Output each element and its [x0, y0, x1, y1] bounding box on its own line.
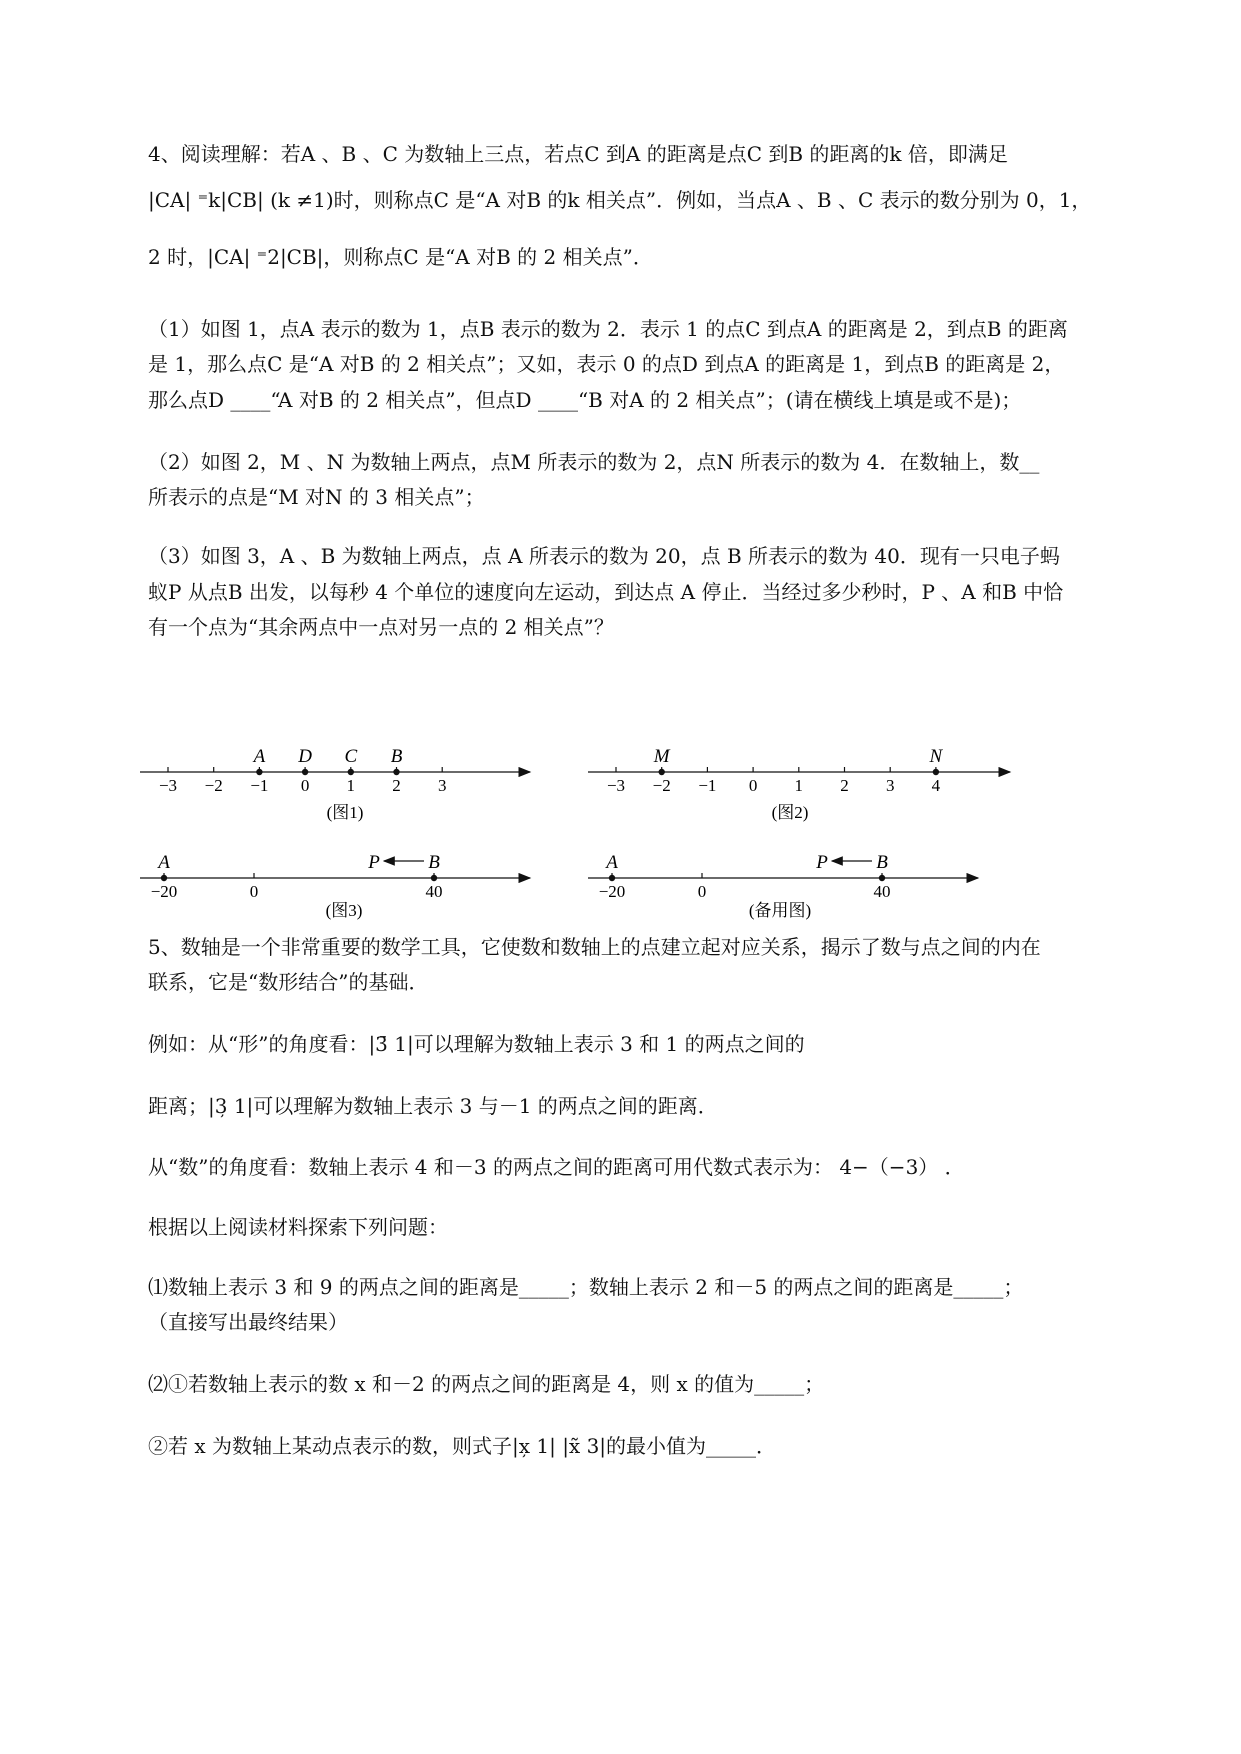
fig1-point-label-B: B: [390, 746, 403, 767]
fig1-point-label-D: D: [298, 746, 312, 767]
fig4-point-label-A: A: [606, 852, 618, 873]
fig3-point-A: [161, 875, 167, 881]
q4-part1-line-1: （1）如图 1，点A 表示的数为 1，点B 表示的数为 2．表示 1 的点C 到点A 的距离是 2，到点B 的距离: [148, 317, 1068, 341]
q4-line-1: 4、阅读理解：若A 、B 、C 为数轴上三点，若点C 到A 的距离是点C 到B 的距离的k 倍，即满足: [148, 142, 1008, 166]
fig2-tick-label-7: 4: [931, 776, 941, 795]
fig1-tick-label-6: 3: [437, 776, 447, 795]
fig4-point-label-B: B: [876, 852, 888, 873]
fig2-tick-label-1: −2: [652, 776, 671, 795]
fig2-point-label-M: M: [653, 746, 670, 767]
fig1-point-D: [302, 769, 308, 775]
fig2-point-label-N: N: [929, 746, 943, 767]
fig3-point-B: [431, 875, 437, 881]
figure-backup: [588, 852, 978, 920]
q5-line-9: ⑵①若数轴上表示的数 x 和－2 的两点之间的距离是 4，则 x 的值为_____；: [148, 1372, 825, 1396]
q4-part2-line-1: （2）如图 2，M 、N 为数轴上两点，点M 所表示的数为 2，点N 所表示的数为 4．在数轴上，数__: [148, 450, 1040, 474]
fig4-p-label: P: [816, 852, 828, 873]
fig1-point-B: [393, 769, 399, 775]
fig2-tick-label-0: −3: [606, 776, 626, 795]
fig4-tick-label-2: 40: [873, 882, 891, 901]
fig2-caption: (图2): [771, 803, 809, 822]
fig1-tick-label-3: 0: [300, 776, 310, 795]
fig3-point-label-A: A: [158, 852, 170, 873]
figure-2: [588, 746, 1010, 822]
q5-line-8: （直接写出最终结果）: [148, 1310, 348, 1334]
q4-part2-line-2: 所表示的点是“M 对N 的 3 相关点”；: [148, 485, 485, 509]
fig1-tick-label-1: −2: [204, 776, 223, 795]
fig1-tick-label-4: 1: [346, 776, 356, 795]
fig4-tick-label-1: 0: [697, 882, 707, 901]
fig2-tick-label-6: 3: [885, 776, 895, 795]
fig3-tick-label-0: −20: [150, 882, 178, 901]
fig2-tick-label-3: 0: [748, 776, 758, 795]
q5-line-1: 5、数轴是一个非常重要的数学工具，它使数和数轴上的点建立起对应关系，揭示了数与点之间的内在: [148, 935, 1041, 959]
fig1-point-A: [256, 769, 262, 775]
fig1-point-C: [348, 769, 354, 775]
fig4-caption: (备用图): [748, 901, 812, 920]
q4-line-2: |CA| ⁼k|CB| (k ≠1)时，则称点C 是“A 对B 的k 相关点”．例如，当点A 、B 、C 表示的数分别为 0，1，: [148, 188, 1092, 212]
fig3-tick-label-1: 0: [249, 882, 259, 901]
q4-part3-line-3: 有一个点为“其余两点中一点对另一点的 2 相关点”？: [148, 615, 614, 639]
fig2-point-M: [659, 769, 665, 775]
q4-part1-line-2: 是 1，那么点C 是“A 对B 的 2 相关点”；又如，表示 0 的点D 到点A 的距离是 1，到点B 的距离是 2，: [148, 352, 1065, 376]
number-line-figures: [140, 730, 1040, 930]
fig1-tick-label-2: −1: [250, 776, 269, 795]
q4-part3-line-1: （3）如图 3，A 、B 为数轴上两点，点 A 所表示的数为 20，点 B 所表示的数为 40．现有一只电子蚂: [148, 544, 1060, 568]
fig4-point-A: [609, 875, 615, 881]
q5-line-10: ②若 x 为数轴上某动点表示的数，则式子|x̦ 1| |x̃ 3|的最小值为_____．: [148, 1434, 777, 1458]
q4-part3-line-2: 蚁P 从点B 出发，以每秒 4 个单位的速度向左运动，到达点 A 停止．当经过多少秒时，P 、A 和B 中恰: [148, 580, 1064, 604]
fig2-point-N: [933, 769, 939, 775]
q5-line-2: 联系，它是“数形结合”的基础．: [148, 970, 429, 994]
fig3-p-label: P: [368, 852, 380, 873]
fig2-tick-label-4: 1: [794, 776, 804, 795]
q4-part1-line-3: 那么点D ____“A 对B 的 2 相关点”，但点D ____“B 对A 的 2 相关点”；(请在横线上填是或不是)；: [148, 388, 1022, 412]
q5-line-3: 例如：从“形”的角度看：|3̄ 1|可以理解为数轴上表示 3 和 1 的两点之间的: [148, 1032, 805, 1056]
fig1-caption: (图1): [326, 803, 364, 822]
figure-3: [140, 852, 530, 920]
fig3-point-label-B: B: [428, 852, 440, 873]
fig1-tick-label-5: 2: [392, 776, 401, 795]
fig3-tick-label-2: 40: [425, 882, 443, 901]
figure-1: [140, 746, 530, 822]
fig4-point-B: [879, 875, 885, 881]
q5-line-5: 从“数”的角度看：数轴上表示 4 和－3 的两点之间的距离可用代数式表示为： 4−（−3） ．: [148, 1155, 965, 1179]
fig1-tick-label-0: −3: [158, 776, 178, 795]
fig1-point-label-A: A: [253, 746, 266, 767]
q5-line-7: ⑴数轴上表示 3 和 9 的两点之间的距离是_____；数轴上表示 2 和－5 的两点之间的距离是_____；: [148, 1275, 1024, 1299]
q5-line-4: 距离；|3̦ 1|可以理解为数轴上表示 3 与－1 的两点之间的距离．: [148, 1094, 718, 1118]
fig2-tick-label-5: 2: [840, 776, 849, 795]
q4-line-3: 2 时，|CA| ⁼2|CB|，则称点C 是“A 对B 的 2 相关点”．: [148, 245, 653, 269]
q5-line-6: 根据以上阅读材料探索下列问题：: [148, 1215, 448, 1239]
fig4-tick-label-0: −20: [598, 882, 626, 901]
fig3-caption: (图3): [325, 901, 363, 920]
fig1-point-label-C: C: [344, 746, 358, 767]
fig2-tick-label-2: −1: [698, 776, 717, 795]
